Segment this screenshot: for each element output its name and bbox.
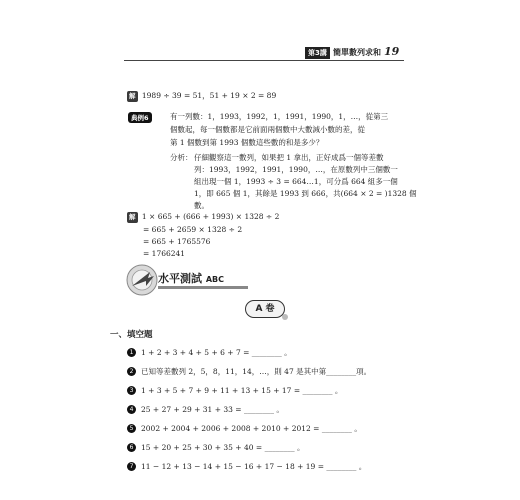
solution-line-4: = 1766241	[143, 249, 186, 258]
analysis-line-4: 1，即 665 個 1，其餘是 1993 到 666，共(664 × 2 = )1328 個	[194, 189, 417, 198]
question-6	[127, 442, 304, 453]
volume-badge: A 卷	[245, 300, 285, 318]
analysis-line-2: 列：1993，1992，1991，1990，…，在原數列中三個數一	[194, 165, 398, 174]
prev-solution	[127, 90, 276, 102]
question-number: 6	[127, 443, 136, 452]
analysis-line-5: 數。	[194, 201, 209, 210]
question-number: 2	[127, 367, 136, 376]
solution-line-1: 1 × 665 + (666 + 1993) × 1328 ÷ 2	[141, 212, 280, 221]
question-number: 4	[127, 405, 136, 414]
example-tag-wrap	[128, 112, 152, 123]
solution-line-2: = 665 + 2659 × 1328 ÷ 2	[143, 225, 243, 234]
question-text: 15 + 20 + 25 + 30 + 35 + 40 = ________ 。	[141, 443, 305, 452]
fill-blank-heading: 一、填空題	[110, 330, 153, 340]
level-test-arrow-icon	[124, 262, 160, 298]
page-number: 19	[384, 45, 400, 58]
question-2	[127, 366, 371, 377]
analysis-line-3: 組出現一個 1，1993 ÷ 3 = 664…1，可分爲 664 組多一個	[194, 177, 398, 186]
question-1	[127, 347, 292, 358]
analysis-line-1: 仔細觀察這一數列，如果把 1 拿出，正好成爲一個等差數	[194, 153, 384, 162]
example-line-3: 第 1 個數到第 1993 個數這些數的和是多少？	[170, 138, 324, 147]
question-text: 25 + 27 + 29 + 31 + 33 = ________ 。	[141, 405, 284, 414]
header-rule	[124, 60, 404, 61]
question-text: 已知等差數列 2，5，8，11，14，…，則 47 是其中第________項。	[141, 367, 372, 376]
lesson-title: 簡單數列求和	[333, 48, 381, 57]
analysis-label: 分析：	[170, 153, 193, 162]
example-tag: 典例6	[128, 112, 152, 123]
question-text: 2002 + 2004 + 2006 + 2008 + 2010 + 2012 = ________ 。	[141, 424, 362, 433]
question-5	[127, 423, 362, 434]
question-7	[127, 461, 366, 472]
solution-line-3: = 665 + 1765576	[143, 237, 211, 246]
example-line-1: 有一列數：1，1993，1992，1，1991，1990，1，…，從第三	[170, 112, 389, 121]
solution-tag: 解	[129, 92, 136, 100]
solution-tag: 解	[129, 213, 136, 221]
example-solution	[127, 211, 279, 223]
prev-solution-text: 1989 ÷ 39 = 51，51 + 19 × 2 = 89	[141, 91, 277, 100]
question-3	[127, 385, 342, 396]
level-test-title	[158, 270, 248, 289]
question-text: 1 + 2 + 3 + 4 + 5 + 6 + 7 = ________ 。	[141, 348, 292, 357]
level-test-title-text: 水平測試	[158, 272, 202, 285]
question-number: 5	[127, 424, 136, 433]
level-test-abc: ABC	[205, 275, 225, 284]
question-number: 3	[127, 386, 136, 395]
question-number: 7	[127, 462, 136, 471]
example-line-2: 個數起，每一個數都是它前面兩個數中大數減小數的差，從	[170, 125, 365, 134]
question-number: 1	[127, 348, 136, 357]
question-text: 11 − 12 + 13 − 14 + 15 − 16 + 17 − 18 + 19 = ________ 。	[141, 462, 367, 471]
volume-dot	[282, 314, 288, 320]
lesson-tag: 第3講	[305, 47, 330, 59]
question-4	[127, 404, 284, 415]
question-text: 1 + 3 + 5 + 7 + 9 + 11 + 13 + 15 + 17 = ________ 。	[141, 386, 343, 395]
